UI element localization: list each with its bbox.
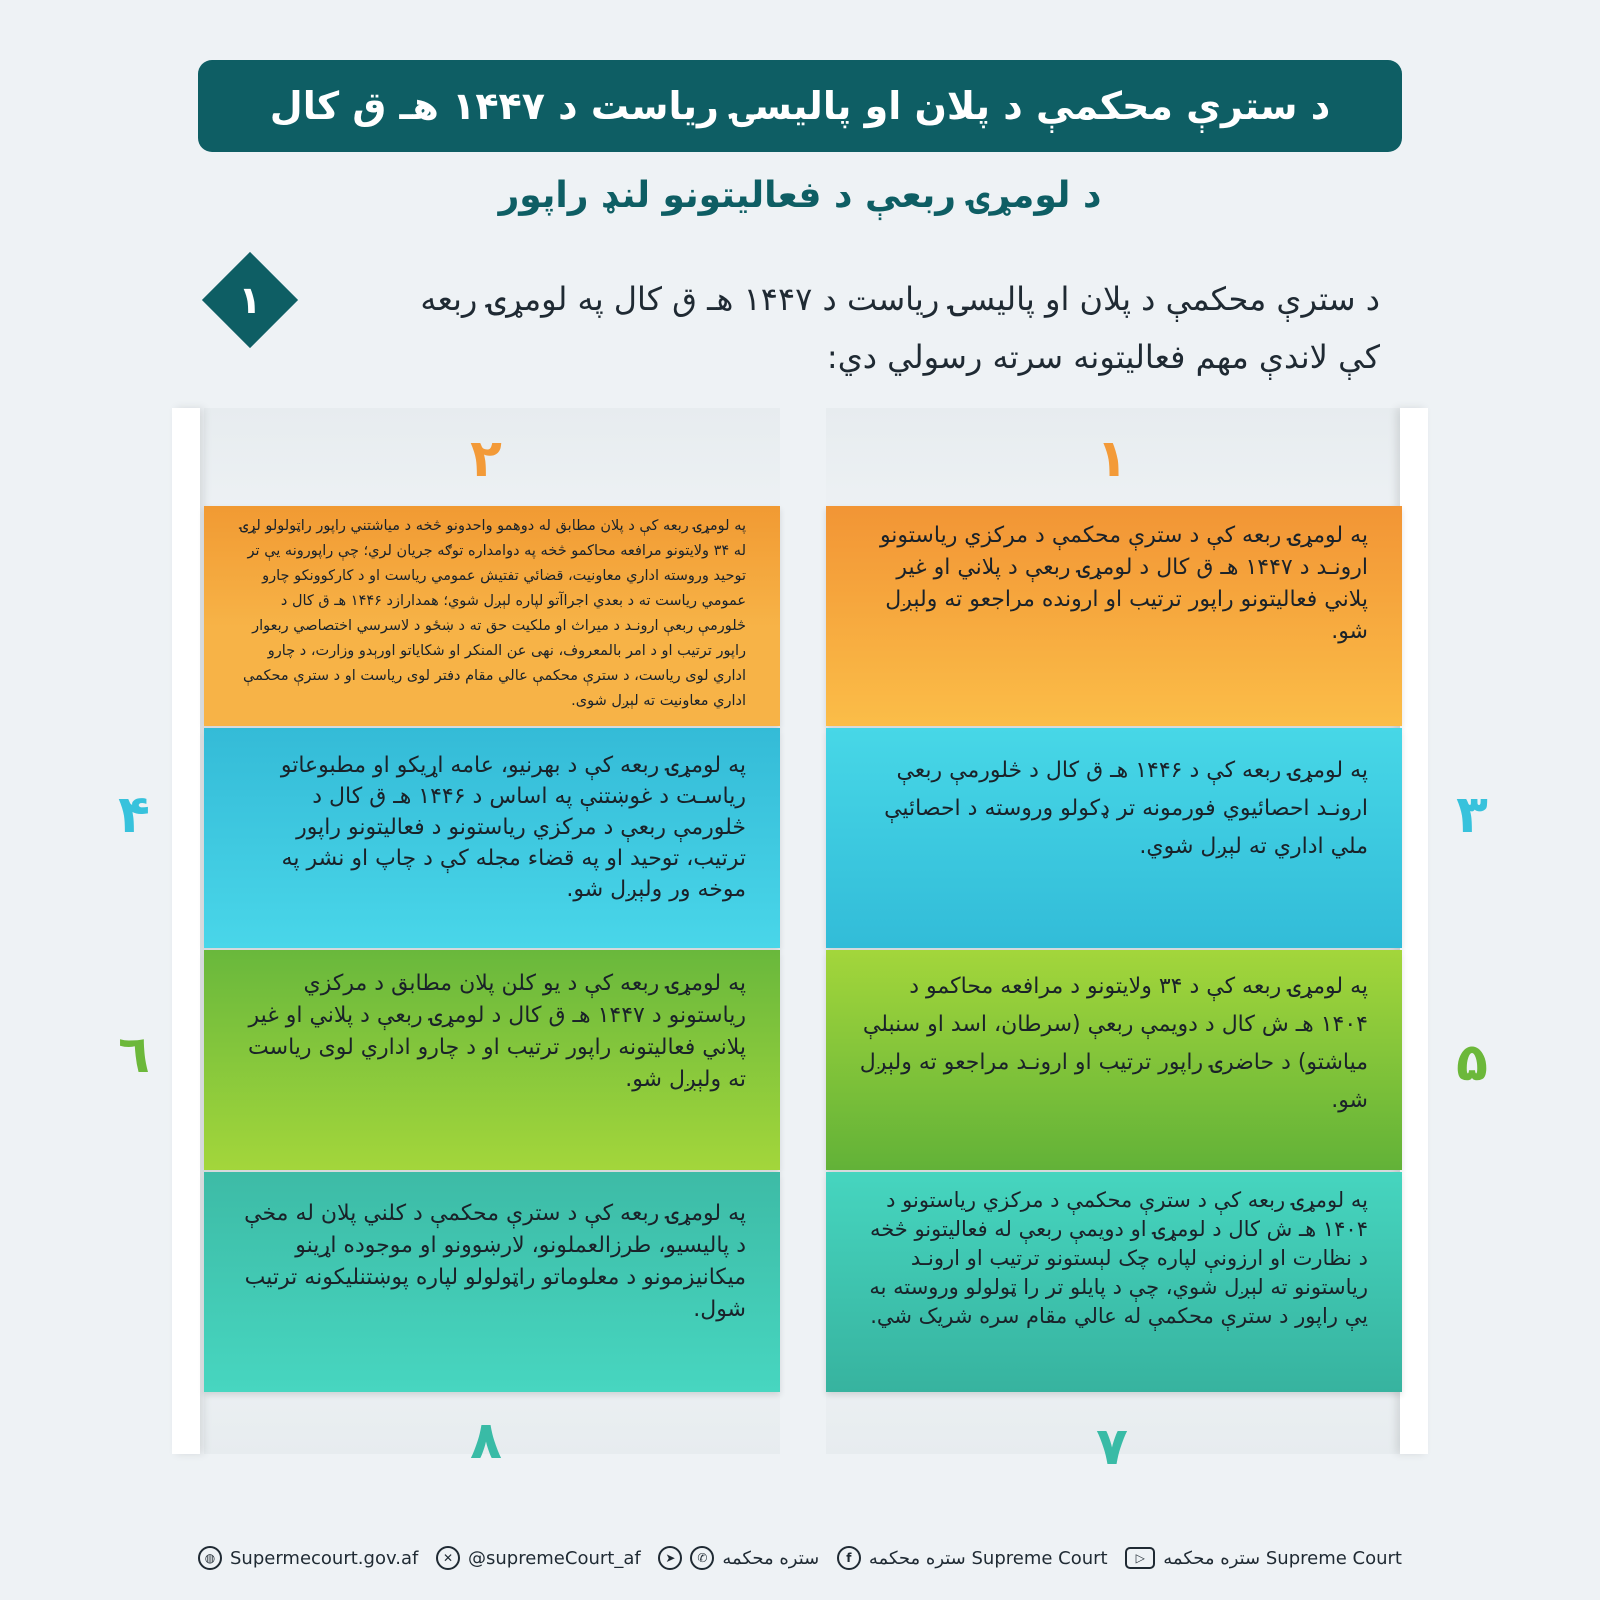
item-number-5: ۵ [1456, 1033, 1488, 1093]
item-card-8 [204, 1172, 780, 1392]
item-card-1 [826, 506, 1402, 726]
item-text-5: په لومړۍ ربعه کې د ۳۴ ولایتونو د مرافعه محاکمو د ۱۴۰۴ هـ ش کال د دویمې ربعې (سرطان، اسد او سنبلې میاشتو) د حاضرۍ راپور ترتیب او ارونـد مراجعو ته ولېږل شو. [859, 974, 1368, 1113]
item-card-2 [204, 506, 780, 726]
subtitle: د لومړۍ ربعې د فعالیتونو لنډ راپور [498, 174, 1102, 216]
facebook-name[interactable]: ستره محکمه Supreme Court [868, 1547, 1108, 1569]
main-title [198, 60, 1402, 152]
youtube-icon: ▷ [1125, 1547, 1155, 1569]
item-number-6: ٦ [118, 1025, 150, 1085]
footer [198, 1538, 1402, 1578]
item-card-3 [826, 728, 1402, 948]
footer-facebook[interactable] [837, 1546, 1108, 1570]
item-number-2: ۲ [470, 429, 502, 489]
footer-website[interactable] [198, 1546, 418, 1570]
telegram-whatsapp-name[interactable]: ستره محکمه [722, 1547, 820, 1569]
footer-telegram-whatsapp[interactable] [658, 1546, 819, 1570]
item-text-1: په لومړۍ ربعه کې د سترې محکمې د مرکزي ریاستونو ارونـد د ۱۴۴۷ هـ ق کال د لومړۍ ربعې د پلاني او غیر پلاني فعالیتونو راپور ترتیب او ارونده مراجعو ته ولېږل شو. [879, 523, 1368, 644]
website-link[interactable]: Supermecourt.gov.af [230, 1547, 419, 1569]
item-card-5 [826, 950, 1402, 1170]
right-pillar [1400, 408, 1428, 1454]
left-pillar [172, 408, 200, 1454]
footer-x[interactable] [436, 1546, 641, 1570]
item-text-2: په لومړۍ ربعه کې د پلان مطابق له دوهمو واحدونو څخه د میاشتني راپور راټولولو لړۍ له ۳۴ ولایتونو مرافعه محاکمو څخه په دوامداره توګه جریان لري؛ چې راپورونه یې تر توحید وروسته اداري معاونیت، قضائي تفتیش عمومي ریاست او د کارکوونکو چارو عمومي ریاست ته د بعدي اجراآتو لپاره لېږل شوي؛ همدارازد ۱۴۴۶ هـ ق کال د څلورمې ربعې ارونـد د میراث او ملکیت حق ته د ښځو د لاسرسي اختصاصي ربعوار راپور ترتیب او د امر بالمعروف، نهی عن المنکر او شکایاتو اورېدو وزارت، د چارو اداري لوی ریاست، د سترې محکمې عالي مقام دفتر لوی ریاست او د سترې محکمې اداري معاونیت ته لېږل شوی. [239, 518, 746, 709]
item-number-3: ۳ [1456, 785, 1488, 845]
footer-youtube[interactable] [1125, 1547, 1402, 1569]
item-card-4 [204, 728, 780, 948]
telegram-icon: ➤ [658, 1546, 682, 1570]
item-number-1: ۱ [1096, 429, 1128, 489]
intro-text: د سترې محکمې د پلان او پالیسۍ ریاست د ۱۴۴۷ هـ ق کال په لومړۍ ربعه کې لاندې مهم فعالیتونه سرته رسولي دي: [420, 280, 1380, 376]
item-number-7: ۷ [1096, 1417, 1128, 1477]
youtube-name[interactable]: ستره محکمه Supreme Court [1163, 1547, 1402, 1569]
item-text-8: په لومړۍ ربعه کې د سترې محکمې د کلني پلان له مخې د پالیسیو، طرزالعملونو، لارښوونو او موجوده اړینو میکانیزمونو د معلوماتو راټولولو لپاره پوښتنلیکونه ترتیب شول. [244, 1201, 746, 1322]
facebook-icon: f [837, 1546, 861, 1570]
item-number-8: ۸ [470, 1411, 502, 1471]
item-text-7: په لومړۍ ربعه کې د سترې محکمې د مرکزي ریاستونو د ۱۴۰۴ هـ ش کال د لومړۍ او دویمې ربعې له فعالیتونو څخه د نظارت او ارزونې لپاره چک لېستونو ترتیب او ارونـد ریاستونو ته لېږل شوي، چې د پایلو تر را ټولولو وروسته به یې راپور د سترې محکمې له عالي مقام سره شریک شي. [869, 1188, 1368, 1328]
x-handle[interactable]: @supremeCourt_af [467, 1547, 641, 1569]
item-card-6 [204, 950, 780, 1170]
item-number-4: ۴ [118, 785, 150, 845]
section-number: ۱ [238, 278, 262, 322]
item-text-4: په لومړۍ ربعه کې د بهرنیو، عامه اړیکو او مطبوعاتو ریاسـت د غوښتنې په اساس د ۱۴۴۶ هـ ق کال د څلورمې ربعې د مرکزي ریاستونو د فعالیتونو راپور ترتیب، توحید او په قضاء مجله کې د چاپ او نشر په موخه ور ولېږل شو. [280, 753, 746, 902]
x-icon: ✕ [436, 1546, 460, 1570]
globe-icon: ◍ [198, 1546, 222, 1570]
item-text-6: په لومړۍ ربعه کې د یو کلن پلان مطابق د مرکزي ریاستونو د ۱۴۴۷ هـ ق کال د لومړۍ ربعې د پلاني او غیر پلاني فعالیتونه راپور ترتیب او د چارو اداري لوی ریاست ته ولېږل شو. [248, 971, 746, 1092]
whatsapp-icon: ✆ [690, 1546, 714, 1570]
item-card-7 [826, 1172, 1402, 1392]
main-title-text: د سترې محکمې د پلان او پالیسۍ ریاست د ۱۴۴۷ هـ ق کال [269, 84, 1331, 128]
item-text-3: په لومړۍ ربعه کې د ۱۴۴۶ هـ ق کال د څلورمې ربعې ارونـد احصائیوي فورمونه تر ډکولو وروسته د احصائیې ملي اداري ته لېږل شوي. [884, 758, 1368, 859]
